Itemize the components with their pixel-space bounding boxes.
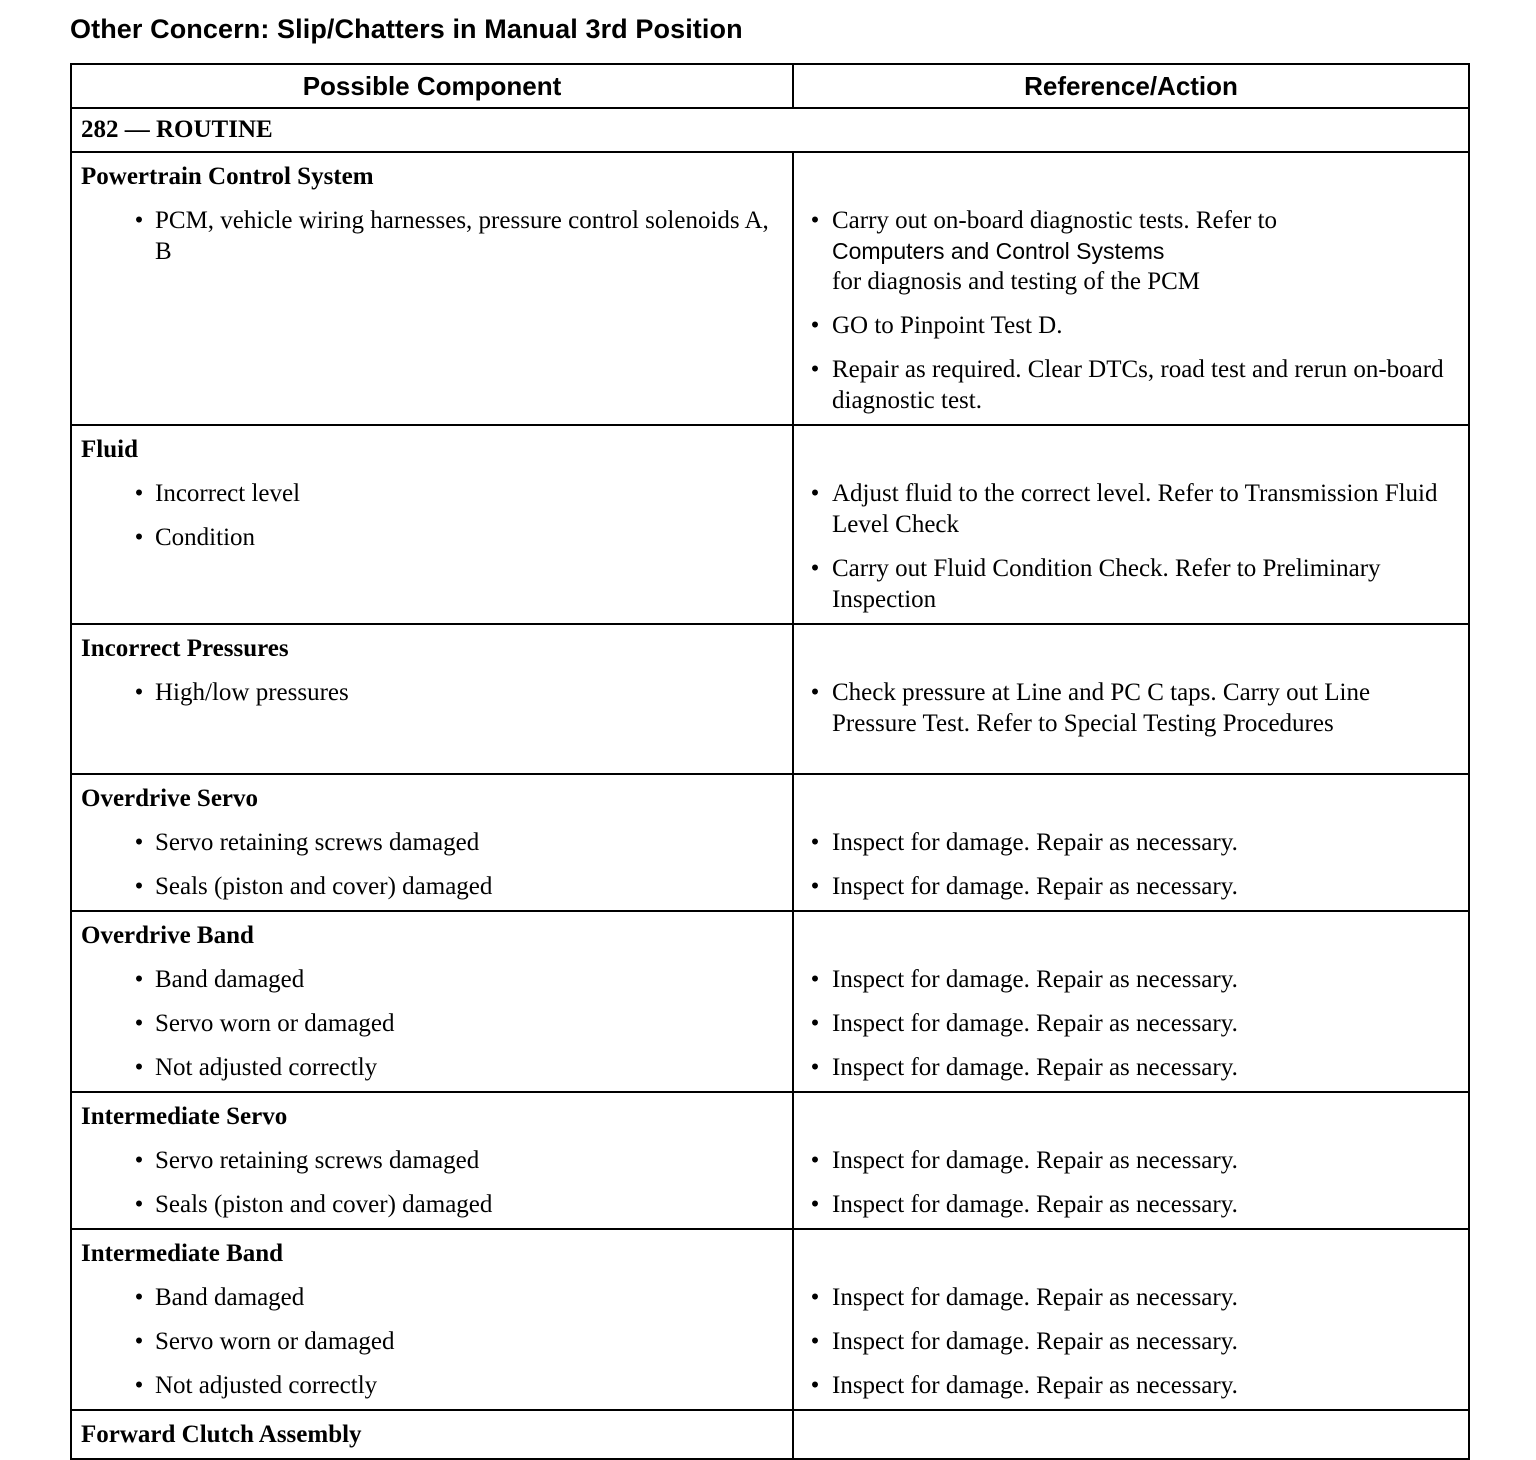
component-text: Servo worn or damaged	[155, 1328, 395, 1355]
component-item	[81, 1008, 782, 1039]
group-row	[71, 911, 1469, 1092]
action-continuation: for diagnosis and testing of the PCM	[832, 268, 1201, 295]
component-item	[81, 1282, 782, 1313]
action-main-text: Inspect for damage. Repair as necessary.	[832, 966, 1238, 993]
component-text: PCM, vehicle wiring harnesses, pressure control solenoids A, B	[155, 207, 769, 265]
action-item	[808, 354, 1458, 416]
component-text: Servo worn or damaged	[155, 1010, 395, 1037]
component-cell	[71, 1410, 793, 1459]
action-text	[822, 677, 1458, 739]
action-main-text: Inspect for damage. Repair as necessary.	[832, 1328, 1238, 1355]
action-main-text: Inspect for damage. Repair as necessary.	[832, 1010, 1238, 1037]
action-cell	[793, 624, 1469, 774]
action-item	[808, 1282, 1458, 1313]
bullet-icon: •	[810, 207, 820, 234]
bullet-icon: •	[810, 1372, 820, 1399]
group-title: Overdrive Band	[81, 922, 254, 949]
bullet-icon: •	[134, 207, 144, 234]
page-title: Other Concern: Slip/Chatters in Manual 3rd Position	[70, 14, 743, 44]
action-cell	[793, 152, 1469, 425]
action-item	[808, 310, 1458, 341]
bullet-icon: •	[810, 1284, 820, 1311]
component-cell	[71, 624, 793, 774]
bullet-icon: •	[810, 1010, 820, 1037]
action-main-text: Inspect for damage. Repair as necessary.	[832, 873, 1238, 900]
component-cell	[71, 911, 793, 1092]
group-row	[71, 624, 1469, 774]
group-title: Intermediate Servo	[81, 1103, 288, 1130]
group-row	[71, 1410, 1469, 1459]
component-item	[81, 871, 782, 902]
bullet-icon: •	[134, 1191, 144, 1218]
bullet-icon: •	[134, 524, 144, 551]
action-cell	[793, 1229, 1469, 1410]
component-text: Band damaged	[155, 966, 305, 993]
bullet-icon: •	[810, 1328, 820, 1355]
bullet-icon: •	[134, 1054, 144, 1081]
action-item	[808, 205, 1458, 297]
bullet-icon: •	[810, 679, 820, 706]
action-text	[822, 1145, 1458, 1176]
group-title: Overdrive Servo	[81, 785, 259, 812]
component-item	[81, 522, 782, 553]
action-main-text: Inspect for damage. Repair as necessary.	[832, 1191, 1238, 1218]
group-title: Incorrect Pressures	[81, 635, 289, 662]
group-row	[71, 152, 1469, 425]
bullet-icon: •	[810, 829, 820, 856]
component-item	[81, 964, 782, 995]
action-item	[808, 1370, 1458, 1401]
action-main-text: Inspect for damage. Repair as necessary.	[832, 829, 1238, 856]
action-item	[808, 478, 1458, 540]
bullet-icon: •	[134, 1284, 144, 1311]
action-item	[808, 1189, 1458, 1220]
bullet-icon: •	[134, 1328, 144, 1355]
group-row	[71, 1229, 1469, 1410]
bullet-icon: •	[810, 1054, 820, 1081]
bullet-icon: •	[134, 480, 144, 507]
component-text: Seals (piston and cover) damaged	[155, 1191, 493, 1218]
group-title: Forward Clutch Assembly	[81, 1421, 362, 1448]
bullet-icon: •	[810, 873, 820, 900]
component-text: Seals (piston and cover) damaged	[155, 873, 493, 900]
action-cell	[793, 1410, 1469, 1459]
routine-label: 282 — ROUTINE	[71, 108, 1469, 152]
action-item	[808, 677, 1458, 739]
group-row	[71, 425, 1469, 624]
action-text	[822, 205, 1458, 297]
group-row	[71, 774, 1469, 911]
bullet-icon: •	[810, 312, 820, 339]
bullet-icon: •	[134, 1147, 144, 1174]
component-item	[81, 1370, 782, 1401]
group-row	[71, 1092, 1469, 1229]
bullet-icon: •	[810, 1147, 820, 1174]
column-header-action: Reference/Action	[793, 64, 1469, 108]
action-text	[822, 871, 1458, 902]
component-item	[81, 478, 782, 509]
group-title: Intermediate Band	[81, 1240, 284, 1267]
action-text	[822, 964, 1458, 995]
action-item	[808, 827, 1458, 858]
action-main-text: Carry out on-board diagnostic tests. Refer to	[832, 207, 1278, 234]
action-text	[822, 827, 1458, 858]
column-header-component: Possible Component	[71, 64, 793, 108]
action-text	[822, 1326, 1458, 1357]
action-main-text: Inspect for damage. Repair as necessary.	[832, 1372, 1238, 1399]
component-cell	[71, 425, 793, 624]
action-main-text: Check pressure at Line and PC C taps. Carry out Line Pressure Test. Refer to Special Testing Procedures	[832, 679, 1371, 737]
component-item	[81, 1326, 782, 1357]
component-item	[81, 1052, 782, 1083]
action-text	[822, 478, 1458, 540]
action-text	[822, 1189, 1458, 1220]
bullet-icon: •	[134, 1010, 144, 1037]
bullet-icon: •	[810, 356, 820, 383]
bullet-icon: •	[810, 555, 820, 582]
component-item	[81, 1145, 782, 1176]
action-item	[808, 1145, 1458, 1176]
action-cell	[793, 425, 1469, 624]
reference-link[interactable]: Computers and Control Systems	[832, 238, 1165, 264]
component-item	[81, 205, 782, 267]
component-cell	[71, 1092, 793, 1229]
component-item	[81, 827, 782, 858]
component-item	[81, 1189, 782, 1220]
bullet-icon: •	[134, 1372, 144, 1399]
action-item	[808, 871, 1458, 902]
component-item	[81, 677, 782, 708]
action-main-text: Inspect for damage. Repair as necessary.	[832, 1147, 1238, 1174]
action-item	[808, 1326, 1458, 1357]
bullet-icon: •	[810, 966, 820, 993]
bullet-icon: •	[134, 679, 144, 706]
bullet-icon: •	[810, 480, 820, 507]
group-title: Powertrain Control System	[81, 163, 374, 190]
action-text	[822, 310, 1458, 341]
component-text: Condition	[155, 524, 256, 551]
bullet-icon: •	[134, 873, 144, 900]
action-cell	[793, 911, 1469, 1092]
action-item	[808, 1052, 1458, 1083]
action-cell	[793, 774, 1469, 911]
bullet-icon: •	[810, 1191, 820, 1218]
table-header-row	[71, 64, 1469, 108]
action-main-text: Inspect for damage. Repair as necessary.	[832, 1284, 1238, 1311]
action-main-text: Inspect for damage. Repair as necessary.	[832, 1054, 1238, 1081]
action-text	[822, 1282, 1458, 1313]
component-text: Servo retaining screws damaged	[155, 829, 480, 856]
action-text	[822, 1370, 1458, 1401]
action-text	[822, 553, 1458, 615]
component-text: Not adjusted correctly	[155, 1372, 378, 1399]
action-item	[808, 553, 1458, 615]
bullet-icon: •	[134, 966, 144, 993]
component-text: Band damaged	[155, 1284, 305, 1311]
action-text	[822, 1052, 1458, 1083]
diagnosis-table	[70, 63, 1470, 1460]
action-item	[808, 964, 1458, 995]
component-cell	[71, 774, 793, 911]
action-main-text: Repair as required. Clear DTCs, road test and rerun on-board diagnostic test.	[832, 356, 1444, 414]
action-text	[822, 354, 1458, 416]
bullet-icon: •	[134, 829, 144, 856]
group-title: Fluid	[81, 436, 138, 463]
component-cell	[71, 152, 793, 425]
action-text	[822, 1008, 1458, 1039]
action-main-text: Carry out Fluid Condition Check. Refer to Preliminary Inspection	[832, 555, 1381, 613]
routine-row	[71, 108, 1469, 152]
component-text: High/low pressures	[155, 679, 349, 706]
action-main-text: GO to Pinpoint Test D.	[832, 312, 1063, 339]
component-text: Not adjusted correctly	[155, 1054, 378, 1081]
action-item	[808, 1008, 1458, 1039]
component-cell	[71, 1229, 793, 1410]
component-text: Incorrect level	[155, 480, 301, 507]
action-cell	[793, 1092, 1469, 1229]
action-main-text: Adjust fluid to the correct level. Refer to Transmission Fluid Level Check	[832, 480, 1438, 538]
component-text: Servo retaining screws damaged	[155, 1147, 480, 1174]
